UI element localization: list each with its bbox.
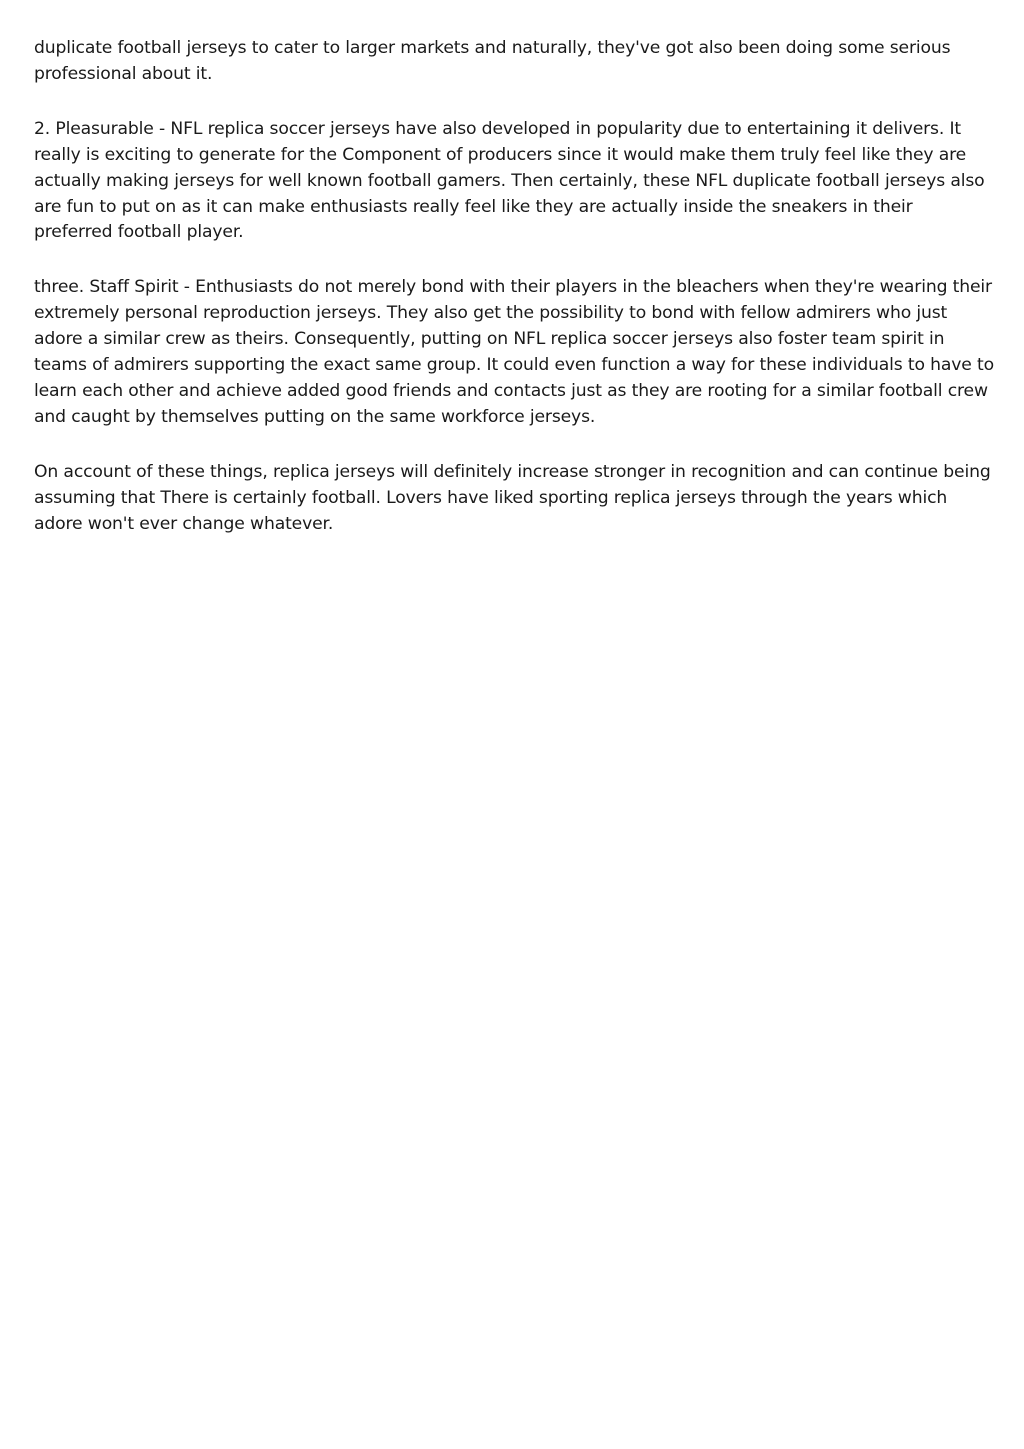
paragraph-staff-spirit: three. Staff Spirit - Enthusiasts do not merely bond with their players in the bleachers when they're wearing their extremely personal reproduction jerseys. They also get the possibility to bond with fellow admirers who just adore a similar crew as theirs. Consequently, putting on NFL replica soccer jerseys also foster team spirit in teams of admirers supporting the exact same group. It could even function a way for these individuals to have to learn each other and achieve added good friends and contacts just as they are rooting for a similar football crew and caught by themselves putting on the same workforce jerseys.	[34, 277, 994, 427]
paragraph-conclusion: On account of these things, replica jerseys will definitely increase stronger in recognition and can continue being assuming that There is certainly football. Lovers have liked sporting replica jerseys through the years which adore won't ever change whatever.	[34, 461, 991, 534]
paragraph-pleasurable: 2. Pleasurable - NFL replica soccer jerseys have also developed in popularity due to entertaining it delivers. It really is exciting to generate for the Component of producers since it would make them truly feel like they are actually making jerseys for well known football gamers. Then certainly, these NFL duplicate football jerseys also are fun to put on as it can make enthusiasts really feel like they are actually inside the sneakers in their preferred football player.	[34, 118, 985, 243]
paragraph-continuation: duplicate football jerseys to cater to larger markets and naturally, they've got also been doing some serious professional about it.	[34, 38, 951, 84]
document-page	[34, 36, 994, 567]
